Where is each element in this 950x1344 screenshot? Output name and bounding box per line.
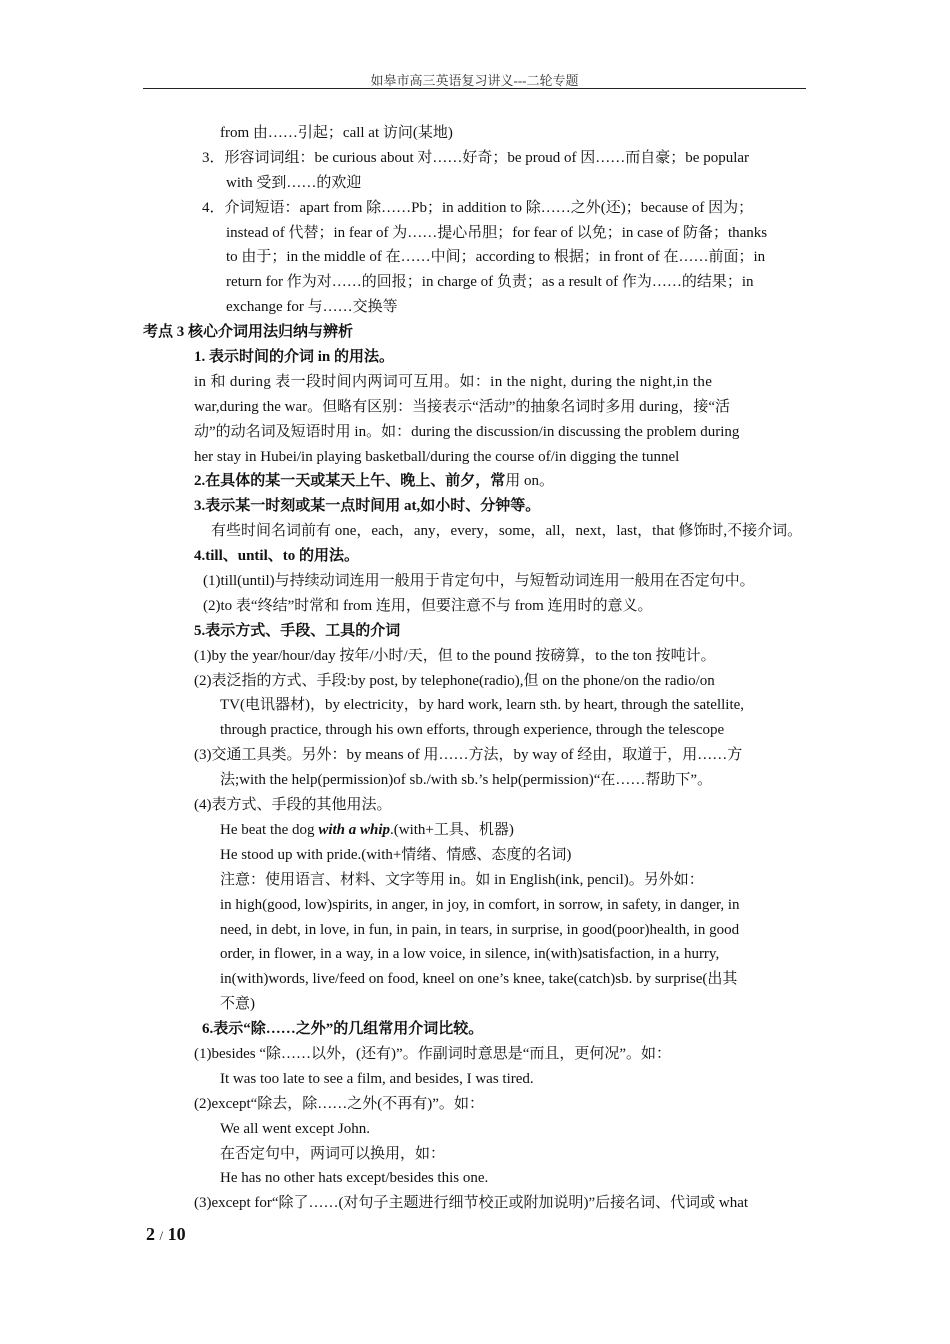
subsection-heading: 4.till、until、to 的用法。	[194, 548, 360, 565]
text-line: in 和 during 表一段时间内两词可互用。如：in the night, during the night,in the	[194, 373, 713, 390]
text-line: (2)表泛指的方式、手段:by post, by telephone(radio),但 on the phone/on the radio/on	[194, 672, 715, 689]
text-line: war,during the war。但略有区别：当接表示“活动”的抽象名词时多用 during，接“活	[194, 398, 730, 415]
example-sentence: He has no other hats except/besides this one.	[220, 1170, 489, 1187]
text-line: need, in debt, in love, in fun, in pain, in tears, in surprise, in good(poor)health, in good	[220, 921, 740, 938]
example-sentence: We all went except John.	[220, 1120, 370, 1137]
text-line: (1)by the year/hour/day 按年/小时/天，但 to the pound 按磅算，to the ton 按吨计。	[194, 647, 716, 664]
current-page: 2	[146, 1224, 155, 1244]
text-line: 4．介词短语：apart from 除……Pb；in addition to 除……之外(还)；because of 因为；	[202, 199, 754, 216]
page-number	[146, 1224, 186, 1245]
subsection-heading: 5.表示方式、手段、工具的介词	[194, 622, 401, 639]
text-line: in high(good, low)spirits, in anger, in joy, in comfort, in sorrow, in safety, in danger, in	[220, 896, 740, 913]
text-line: instead of 代替；in fear of 为……提心吊胆；for fear of 以免；in case of 防备；thanks	[226, 224, 768, 241]
text-line: to 由于；in the middle of 在……中间；according to 根据；in front of 在……前面；in	[226, 249, 766, 266]
text-line: exchange for 与……交换等	[226, 299, 398, 316]
example-emphasis: with a whip	[318, 821, 391, 838]
heading-bold-part: 2.在具体的某一天或某天上午、晚上、前夕，常	[194, 473, 506, 490]
example-pre: He beat the dog	[220, 821, 319, 838]
text-line: 在否定句中，两词可以换用，如：	[220, 1145, 446, 1162]
text-line: (3)交通工具类。另外：by means of 用……方法，by way of 经由，取道于，用……方	[194, 747, 743, 764]
text-line: 3．形容词词组：be curious about 对……好奇；be proud of 因……而自豪；be popular	[202, 149, 750, 166]
text-line: in(with)words, live/feed on food, kneel on one’s knee, take(catch)sb. by surprise(出其	[220, 971, 738, 988]
example-sentence: It was too late to see a film, and besides, I was tired.	[220, 1070, 534, 1087]
text-line: (4)表方式、手段的其他用法。	[194, 797, 392, 814]
text-line: TV(电讯器材)，by electricity，by hard work, learn sth. by heart, through the satellite,	[220, 697, 745, 714]
subsection-heading: 3.表示某一时刻或某一点时间用 at,如小时、分钟等。	[194, 498, 541, 515]
text-line: from 由……引起；call at 访问(某地)	[220, 125, 453, 141]
example-post: .(with+工具、机器)	[390, 821, 514, 838]
text-line: order, in flower, in a way, in a low voice, in silence, in(with)satisfaction, in a hurry,	[220, 946, 720, 963]
text-line: 法;with the help(permission)of sb./with sb.’s help(permission)“在……帮助下”。	[220, 772, 713, 789]
text-line: with 受到……的欢迎	[226, 174, 362, 191]
text-line: (1)besides “除……以外，(还有)”。作副词时意思是“而且，更何况”。如：	[194, 1045, 672, 1062]
section-heading: 考点 3 核心介词用法归纳与辨析	[143, 324, 354, 341]
text-line: (3)except for“除了……(对句子主题进行细节校正或附加说明)”后接名词、代词或 what	[194, 1195, 749, 1212]
header-rule	[143, 88, 806, 89]
page-header: 如皋市高三英语复习讲义---二轮专题	[370, 73, 579, 88]
example-sentence	[143, 818, 823, 843]
example-sentence: He stood up with pride.(with+情绪、情感、态度的名词)	[220, 846, 572, 863]
text-line: (2)except“除去，除……之外(不再有)”。如：	[194, 1095, 484, 1112]
text-line: 有些时间名词前有 one，each，any，every，some，all，next，last，that 修饰时,不接介词。	[211, 523, 803, 540]
document-body	[143, 121, 823, 1216]
text-line: (2)to 表“终结”时常和 from 连用，但要注意不与 from 连用时的意义。	[203, 597, 653, 614]
text-line: (1)till(until)与持续动词连用一般用于肯定句中，与短暂动词连用一般用在否定句中。	[203, 573, 755, 590]
text-line: 不意)	[220, 996, 255, 1013]
text-line: through practice, through his own efforts, through experience, through the telescope	[220, 722, 725, 739]
subsection-heading	[143, 469, 823, 494]
heading-tail: 用 on。	[505, 473, 555, 490]
total-pages: 10	[167, 1224, 186, 1244]
subsection-heading: 6.表示“除……之外”的几组常用介词比较。	[202, 1021, 484, 1038]
text-line: 动”的动名词及短语时用 in。如：during the discussion/in discussing the problem during	[194, 423, 740, 440]
text-line: 注意：使用语言、材料、文字等用 in。如 in English(ink, pencil)。另外如：	[220, 871, 704, 888]
text-line: return for 作为对……的回报；in charge of 负责；as a result of 作为……的结果；in	[226, 274, 754, 291]
subsection-heading: 1. 表示时间的介词 in 的用法。	[194, 349, 395, 366]
text-line: her stay in Hubei/in playing basketball/during the course of/in digging the tunnel	[194, 448, 680, 465]
page-separator: /	[159, 1228, 164, 1243]
